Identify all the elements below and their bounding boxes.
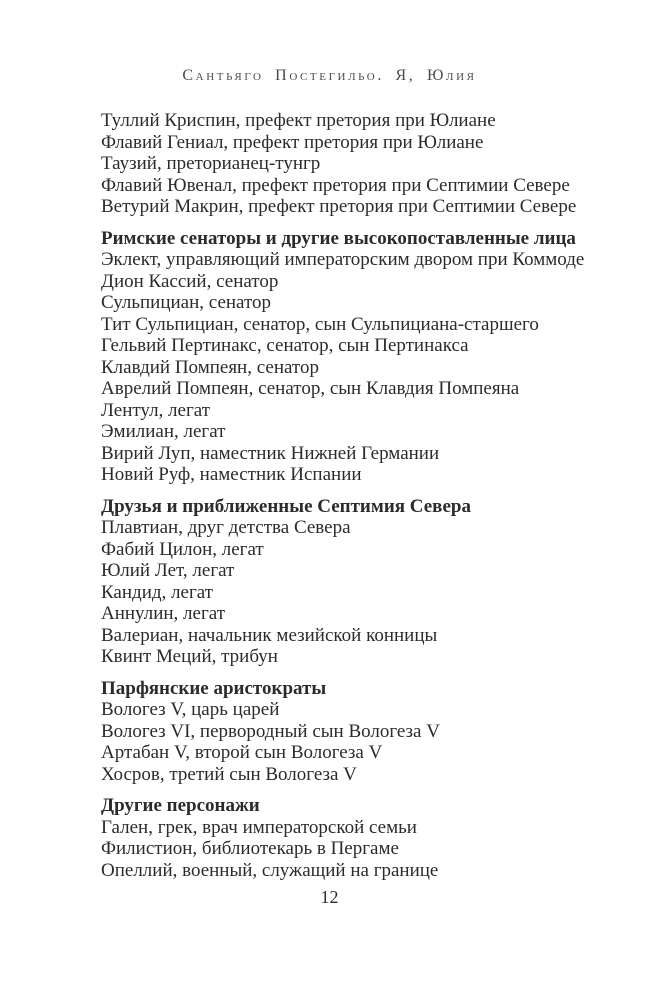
character-line: Квинт Меций, трибун (101, 646, 278, 667)
character-line: Валериан, начальник мезийской конницы (101, 624, 438, 646)
character-line: Плавтиан, друг детства Севера (101, 517, 351, 538)
group-heading: Другие персонажи (101, 795, 260, 816)
character-line: Ветурий Макрин, префект претория при Септимии Севере (101, 196, 577, 217)
character-line: Гельвий Пертинакс, сенатор, сын Пертинакса (101, 335, 469, 356)
character-line: Сульпициан, сенатор (101, 292, 272, 313)
group-heading: Римские сенаторы и другие высокопоставленные лица (101, 227, 576, 249)
character-line: Гален, грек, врач императорской семьи (101, 816, 417, 838)
character-line: Опеллий, военный, служащий на границе (101, 859, 439, 881)
character-line: Лентул, легат (101, 399, 211, 421)
character-line: Аврелий Помпеян, сенатор, сын Клавдия Помпеяна (101, 378, 520, 399)
character-line: Флавий Гениал, префект претория при Юлиане (101, 131, 484, 153)
character-line: Эклект, управляющий императорским двором при Коммоде (101, 249, 585, 270)
character-line: Вологез VI, первородный сын Вологеза V (101, 720, 440, 742)
character-line: Эмилиан, легат (101, 421, 226, 442)
character-line: Хосров, третий сын Вологеза V (101, 763, 357, 785)
character-group (101, 228, 629, 486)
character-group (101, 110, 629, 218)
character-line: Флавий Ювенал, префект претория при Септимии Севере (101, 174, 570, 196)
character-line: Вологез V, царь царей (101, 699, 280, 720)
character-line: Туллий Криспин, префект претория при Юлиане (101, 110, 496, 131)
character-line: Аннулин, легат (101, 603, 225, 624)
character-group (101, 496, 629, 668)
character-line: Клавдий Помпеян, сенатор (101, 356, 319, 378)
page-number: 12 (320, 887, 339, 907)
character-group (101, 678, 629, 786)
character-list (101, 110, 629, 881)
character-line: Таузий, преторианец-тунгр (101, 153, 321, 174)
character-line: Дион Кассий, сенатор (101, 270, 279, 292)
character-line: Тит Сульпициан, сенатор, сын Сульпициана-старшего (101, 313, 539, 335)
character-line: Фабий Цилон, легат (101, 538, 264, 560)
character-line: Новий Руф, наместник Испании (101, 464, 362, 485)
character-line: Артабан V, второй сын Вологеза V (101, 742, 383, 763)
character-line: Кандид, легат (101, 581, 213, 603)
group-heading: Друзья и приближенные Септимия Севера (101, 495, 471, 517)
group-heading: Парфянские аристократы (101, 677, 327, 699)
character-group (101, 795, 629, 881)
running-head: Сантьяго Постегильо. Я, Юлия (182, 67, 477, 84)
character-line: Филистион, библиотекарь в Пергаме (101, 838, 399, 859)
character-line: Вирий Луп, наместник Нижней Германии (101, 442, 440, 464)
character-line: Юлий Лет, легат (101, 560, 235, 581)
